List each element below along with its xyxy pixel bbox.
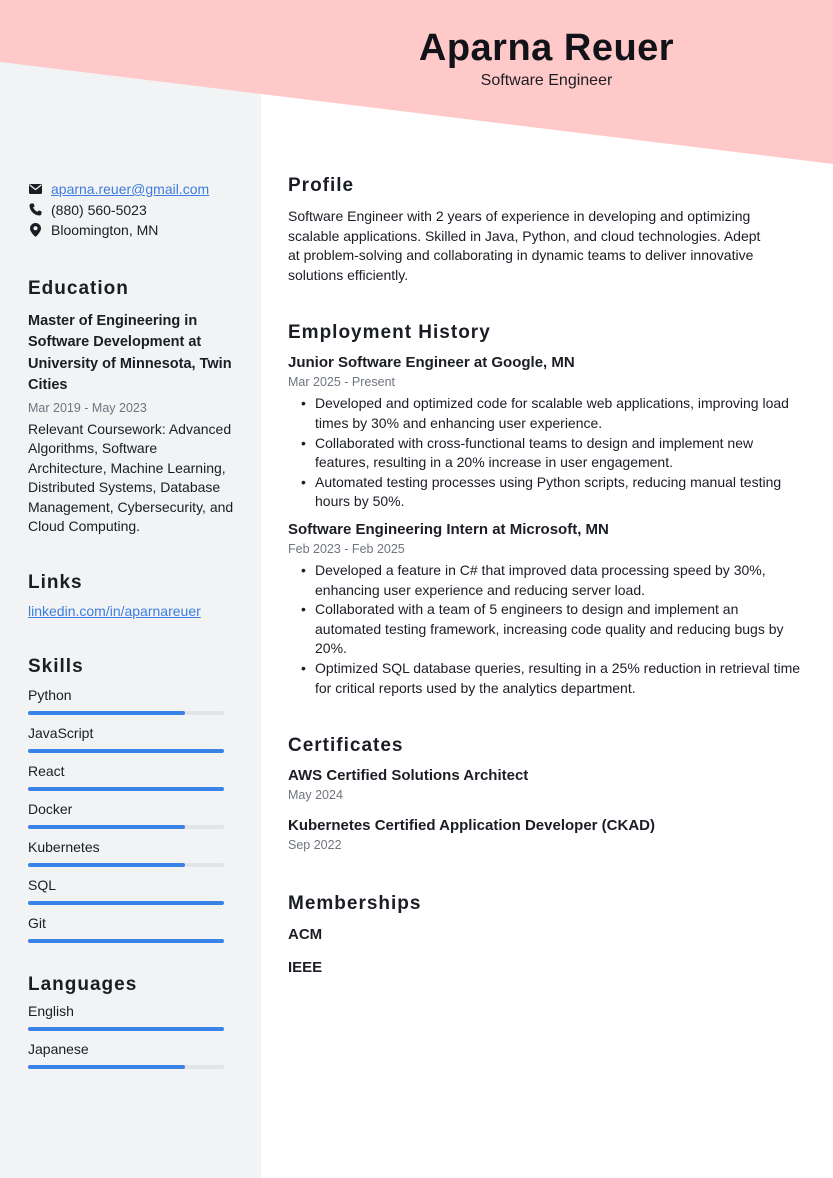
language-bar-track (28, 1065, 224, 1069)
links-list (28, 602, 238, 622)
skill-bar-track (28, 749, 224, 753)
contact-email (28, 179, 238, 200)
certificates-heading: Certificates (288, 735, 404, 757)
languages-section (28, 973, 238, 1069)
links-section (28, 571, 238, 622)
skill-item (28, 875, 238, 905)
languages-list (28, 1001, 238, 1069)
education-dates: Mar 2019 - May 2023 (28, 400, 147, 415)
resume-header (260, 26, 833, 91)
profile-heading: Profile (288, 175, 355, 196)
phone-icon (28, 203, 42, 217)
skills-list (28, 685, 238, 943)
language-bar-fill (28, 1065, 185, 1069)
job-title: Junior Software Engineer at Google, MN (288, 354, 575, 372)
job-bullet: • Developed a feature in C# that improved data processing speed by 30%, enhancing user experience and reducing server load. (315, 561, 804, 600)
memberships-section (288, 892, 804, 978)
certificate-item (288, 816, 804, 854)
skill-bar-track (28, 863, 224, 867)
membership-item: IEEE (288, 959, 323, 977)
skill-bar-fill (28, 939, 224, 943)
language-item (28, 1039, 238, 1069)
skill-bar-fill (28, 825, 185, 829)
skill-name: React (28, 763, 65, 779)
job-bullet: • Collaborated with a team of 5 engineers to design and implement an automated testing framework, increasing code quality and reducing bugs by 20%. (315, 600, 804, 659)
certificate-name: Kubernetes Certified Application Developer (CKAD) (288, 817, 655, 835)
location-text: Bloomington, MN (51, 222, 159, 238)
envelope-icon (28, 182, 42, 196)
candidate-title: Software Engineer (480, 72, 613, 89)
skills-heading: Skills (28, 656, 84, 677)
skill-name: Python (28, 687, 72, 703)
sidebar (28, 179, 238, 1077)
skill-bar-fill (28, 749, 224, 753)
skill-item (28, 913, 238, 943)
job-dates: Feb 2023 - Feb 2025 (288, 541, 405, 556)
main-content (288, 174, 804, 978)
employment-section (288, 321, 804, 698)
skills-section (28, 655, 238, 943)
map-pin-icon (28, 223, 42, 237)
contact-phone (28, 200, 238, 221)
job-bullet: • Developed and optimized code for scalable web applications, improving load times by 30% and enhancing user experience. (315, 394, 804, 433)
language-bar-fill (28, 1027, 224, 1031)
language-name: Japanese (28, 1041, 89, 1057)
profile-section (288, 174, 804, 285)
job-entry (288, 520, 804, 698)
skill-bar-track (28, 787, 224, 791)
language-item (28, 1001, 238, 1031)
skill-bar-track (28, 711, 224, 715)
skill-name: JavaScript (28, 725, 94, 741)
skill-bar-track (28, 825, 224, 829)
education-coursework: Relevant Coursework: Advanced Algorithms, Software Architecture, Machine Learning, Distributed Systems, Database Management, Cybersecurity, and Cloud Computing. (28, 420, 234, 534)
certificate-name: AWS Certified Solutions Architect (288, 767, 529, 785)
skill-item (28, 799, 238, 829)
job-bullets (315, 394, 804, 512)
certificate-date: Sep 2022 (288, 838, 342, 853)
skill-bar-fill (28, 787, 224, 791)
skill-bar-fill (28, 711, 185, 715)
job-title: Software Engineering Intern at Microsoft, MN (288, 520, 609, 538)
skill-item (28, 761, 238, 791)
email-link[interactable]: aparna.reuer@gmail.com (51, 181, 210, 197)
job-bullet: • Automated testing processes using Python scripts, reducing manual testing hours by 50%. (315, 473, 804, 512)
skill-item (28, 685, 238, 715)
job-bullet: • Collaborated with cross-functional teams to design and implement new features, resulting in a 20% increase in user engagement. (315, 434, 804, 473)
skill-bar-track (28, 939, 224, 943)
skill-item (28, 837, 238, 867)
languages-heading: Languages (28, 974, 138, 995)
education-section (28, 277, 238, 537)
certificate-item (288, 766, 804, 804)
certificate-date: May 2024 (288, 788, 343, 803)
skill-bar-fill (28, 901, 224, 905)
candidate-name: Aparna Reuer (418, 27, 675, 69)
profile-text: Software Engineer with 2 years of experience in developing and optimizing scalable applications. Skilled in Java, Python, and cloud technologies. Adept at problem-solving and collaborating in dynamic teams to deliver innovative solutions efficiently. (288, 208, 761, 283)
skill-item (28, 723, 238, 753)
language-name: English (28, 1003, 74, 1019)
skill-name: Git (28, 915, 46, 931)
job-entry (288, 353, 804, 512)
membership-item: ACM (288, 926, 323, 944)
contact-block (28, 179, 238, 241)
education-heading: Education (28, 277, 129, 299)
skill-name: SQL (28, 877, 57, 893)
linkedin-link[interactable]: linkedin.com/in/aparnareuer (28, 602, 201, 619)
language-bar-track (28, 1027, 224, 1031)
job-dates: Mar 2025 - Present (288, 375, 395, 390)
education-degree: Master of Engineering in Software Development at University of Minnesota, Twin Cities (28, 312, 232, 393)
links-heading: Links (28, 571, 83, 593)
contact-location (28, 220, 238, 241)
skill-bar-fill (28, 863, 185, 867)
certificates-section (288, 734, 804, 854)
job-bullets (315, 561, 804, 698)
memberships-heading: Memberships (288, 893, 422, 915)
phone-number: (880) 560-5023 (51, 201, 147, 218)
skill-name: Kubernetes (28, 839, 100, 855)
skill-bar-track (28, 901, 224, 905)
job-bullet: • Optimized SQL database queries, resulting in a 25% reduction in retrieval time for critical reports used by the analytics department. (315, 659, 804, 698)
employment-heading: Employment History (288, 322, 491, 344)
skill-name: Docker (28, 801, 73, 817)
